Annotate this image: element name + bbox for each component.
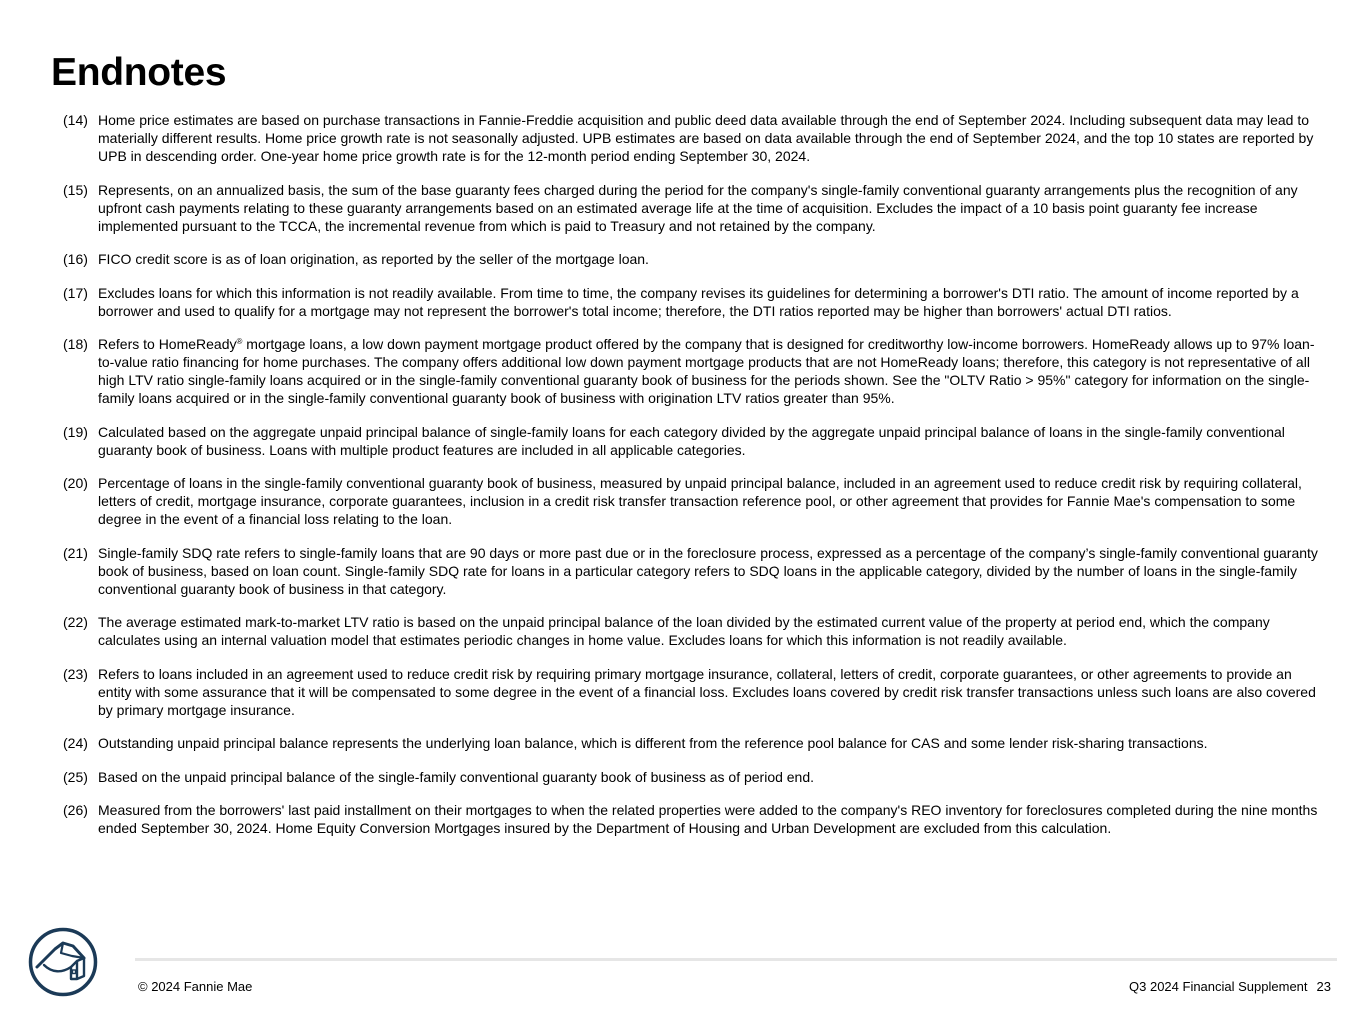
- footer-document-title: Q3 2024 Financial Supplement: [1129, 979, 1308, 994]
- endnote-text-rest: mortgage loans, a low down payment mortgage product offered by the company that is designed for creditworthy low-income borrowers. HomeReady allows up to 97% loan-to-value ratio financing for home purchases. The company offers additional low down payment mortgage products that are not HomeReady loans; therefore, this category is not representative of all high LTV ratio single-family loans acquired or in the single-family conventional guaranty book of business for the periods shown. See the "OLTV Ratio > 95%" category for information on the single-family loans acquired or in the single-family conventional guaranty book of business with origination LTV ratios greater than 95%.: [98, 336, 1315, 406]
- endnote-text: [98, 335, 1325, 407]
- endnote-text: Outstanding unpaid principal balance represents the underlying loan balance, which is different from the reference pool balance for CAS and some lender risk-sharing transactions.: [98, 735, 1208, 751]
- endnote-number: (24): [63, 735, 88, 751]
- endnote-text: Percentage of loans in the single-family conventional guaranty book of business, measured by unpaid principal balance, included in an agreement used to reduce credit risk by requiring collateral, letters of credit, mortgage insurance, corporate guarantees, inclusion in a credit risk transfer transaction reference pool, or other agreement that provides for Fannie Mae's compensation to some degree in the event of a financial loss relating to the loan.: [98, 475, 1302, 527]
- endnote-20: [63, 474, 1325, 528]
- endnote-text: Represents, on an annualized basis, the sum of the base guaranty fees charged during the period for the company's single-family conventional guaranty arrangements plus the recognition of any upfront cash payments relating to these guaranty arrangements based on an estimated average life at the time of acquisition. Excludes the impact of a 10 basis point guaranty fee increase implemented pursuant to the TCCA, the incremental revenue from which is paid to Treasury and not retained by the company.: [98, 181, 1298, 234]
- endnote-25: [63, 768, 1325, 786]
- endnote-number: (19): [63, 423, 88, 440]
- endnote-24: [63, 734, 1325, 752]
- endnote-15: [63, 181, 1325, 235]
- fannie-mae-logo-icon: [28, 927, 98, 997]
- endnote-number: (20): [63, 475, 88, 491]
- footer-divider: [135, 958, 1337, 961]
- footer-document-info: [1129, 979, 1331, 994]
- endnote-text: Single-family SDQ rate refers to single-family loans that are 90 days or more past due or in the foreclosure process, expressed as a percentage of the company’s single-family conventional guaranty book of business, based on loan count. Single-family SDQ rate for loans in a particular category refers to SDQ loans in the applicable category, divided by the number of loans in the single-family conventional guaranty book of business in that category.: [98, 544, 1318, 597]
- page-number: 23: [1316, 979, 1331, 994]
- endnote-number: (23): [63, 665, 88, 682]
- endnote-number: (17): [63, 284, 88, 301]
- endnote-text: Excludes loans for which this information is not readily available. From time to time, the company revises its guidelines for determining a borrower's DTI ratio. The amount of income reported by a borrower and used to qualify for a mortgage may not represent the borrower's total income; therefore, the DTI ratios reported may be higher than borrowers' actual DTI ratios.: [98, 284, 1299, 319]
- registered-mark: ®: [236, 337, 243, 346]
- endnote-26: [63, 801, 1325, 837]
- endnote-text: The average estimated mark-to-market LTV ratio is based on the unpaid principal balance of the loan divided by the estimated current value of the property at period end, which the company calculates using an internal valuation model that estimates periodic changes in home value. Excludes loans for which this information is not readily available.: [98, 614, 1270, 648]
- endnote-19: [63, 423, 1325, 459]
- endnote-text: Refers to loans included in an agreement used to reduce credit risk by requiring primary mortgage insurance, collateral, letters of credit, corporate guarantees, or other agreements to provide an entity with some assurance that it will be compensated to some degree in the event of a financial loss. Excludes loans covered by credit risk transfer transactions unless such loans are also covered by primary mortgage insurance.: [98, 665, 1316, 718]
- endnote-number: (14): [63, 112, 88, 128]
- endnote-text: Calculated based on the aggregate unpaid principal balance of single-family loans for each category divided by the aggregate unpaid principal balance of loans in the single-family conventional guaranty book of business. Loans with multiple product features are included in all applicable categories.: [98, 423, 1285, 458]
- endnote-number: (26): [63, 802, 88, 818]
- endnote-text: Measured from the borrowers' last paid installment on their mortgages to when the related properties were added to the company's REO inventory for foreclosures completed during the nine months ended September 30, 2024. Home Equity Conversion Mortgages insured by the Department of Housing and Urban Development are excluded from this calculation.: [98, 802, 1318, 836]
- endnote-number: (22): [63, 614, 88, 630]
- endnote-text: Based on the unpaid principal balance of the single-family conventional guaranty book of business as of period end.: [98, 768, 815, 785]
- endnote-number: (18): [63, 336, 88, 352]
- footer-copyright: © 2024 Fannie Mae: [138, 979, 253, 994]
- endnote-number: (21): [63, 544, 88, 561]
- endnote-16: [63, 250, 1325, 268]
- endnote-23: [63, 665, 1325, 719]
- endnote-14: [63, 111, 1325, 165]
- endnotes-list: [63, 111, 1325, 853]
- endnote-text: FICO credit score is as of loan origination, as reported by the seller of the mortgage loan.: [98, 251, 649, 267]
- endnote-number: (25): [63, 768, 88, 785]
- endnote-21: [63, 544, 1325, 598]
- endnote-18: [63, 335, 1325, 407]
- endnote-text-start: Refers to HomeReady: [98, 336, 237, 352]
- endnote-17: [63, 284, 1325, 320]
- endnote-number: (16): [63, 251, 88, 267]
- endnote-22: [63, 613, 1325, 649]
- endnote-number: (15): [63, 181, 88, 198]
- endnote-text: Home price estimates are based on purchase transactions in Fannie-Freddie acquisition and public deed data available through the end of September 2024. Including subsequent data may lead to materially different results. Home price growth rate is not seasonally adjusted. UPB estimates are based on data available through the end of September 2024, and the top 10 states are reported by UPB in descending order. One-year home price growth rate is for the 12-month period ending September 30, 2024.: [98, 112, 1314, 164]
- page-title: Endnotes: [51, 51, 227, 94]
